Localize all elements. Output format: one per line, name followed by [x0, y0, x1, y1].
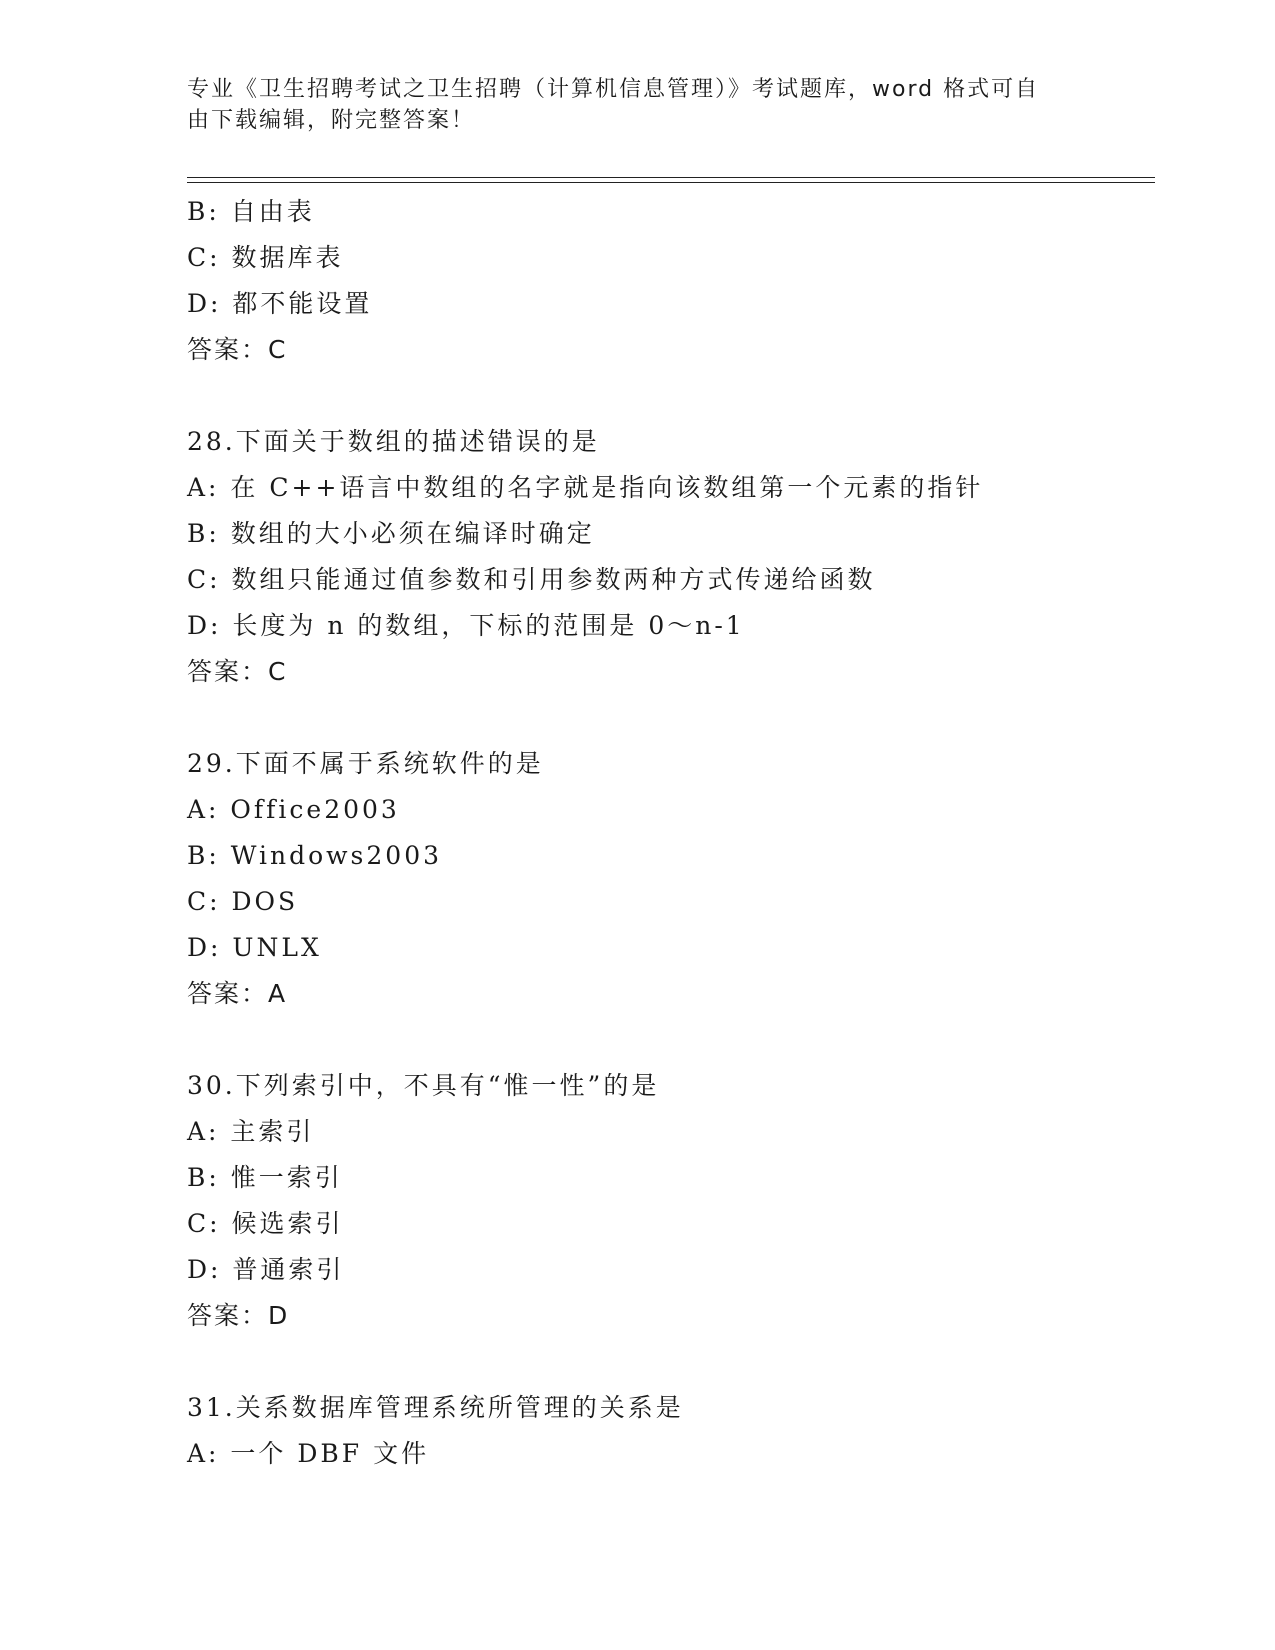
option-a: A: 在 C++语言中数组的名字就是指向该数组第一个元素的指针 [187, 473, 984, 502]
document-header [187, 74, 1067, 136]
question-list [187, 189, 1187, 1477]
option-c: C: DOS [187, 887, 299, 916]
question-29 [187, 741, 1187, 1017]
option-a: A: Office2003 [187, 795, 400, 824]
header-line-1: 专业《卫生招聘考试之卫生招聘（计算机信息管理）》考试题库，word 格式可自 [187, 77, 1040, 102]
option-c: C: 候选索引 [187, 1209, 344, 1238]
option-a: A: 一个 DBF 文件 [187, 1439, 430, 1468]
option-d: D: 都不能设置 [187, 289, 373, 318]
question-title: 29.下面不属于系统软件的是 [187, 749, 544, 778]
option-c: C: 数据库表 [187, 243, 344, 272]
question-30 [187, 1063, 1187, 1339]
option-d: D: UNLX [187, 933, 322, 962]
question-title: 30.下列索引中，不具有“惟一性”的是 [187, 1071, 660, 1100]
question-title: 28.下面关于数组的描述错误的是 [187, 427, 600, 456]
answer: 答案：C [187, 657, 288, 686]
answer: 答案：A [187, 979, 288, 1008]
option-c: C: 数组只能通过值参数和引用参数两种方式传递给函数 [187, 565, 876, 594]
question-31 [187, 1385, 1187, 1477]
option-b: B: Windows2003 [187, 841, 443, 870]
answer: 答案：C [187, 335, 288, 364]
header-line-2: 由下载编辑，附完整答案！ [187, 108, 476, 133]
answer: 答案：D [187, 1301, 290, 1330]
question-title: 31.关系数据库管理系统所管理的关系是 [187, 1393, 684, 1422]
option-d: D: 长度为 n 的数组，下标的范围是 0～n-1 [187, 611, 745, 640]
option-d: D: 普通索引 [187, 1255, 345, 1284]
question-28 [187, 419, 1187, 695]
header-divider-bottom [187, 182, 1155, 183]
option-b: B: 数组的大小必须在编译时确定 [187, 519, 595, 548]
option-a: A: 主索引 [187, 1117, 315, 1146]
option-b: B: 惟一索引 [187, 1163, 343, 1192]
option-b: B: 自由表 [187, 197, 315, 226]
question-27-continued [187, 189, 1187, 373]
header-divider-top [187, 177, 1155, 178]
